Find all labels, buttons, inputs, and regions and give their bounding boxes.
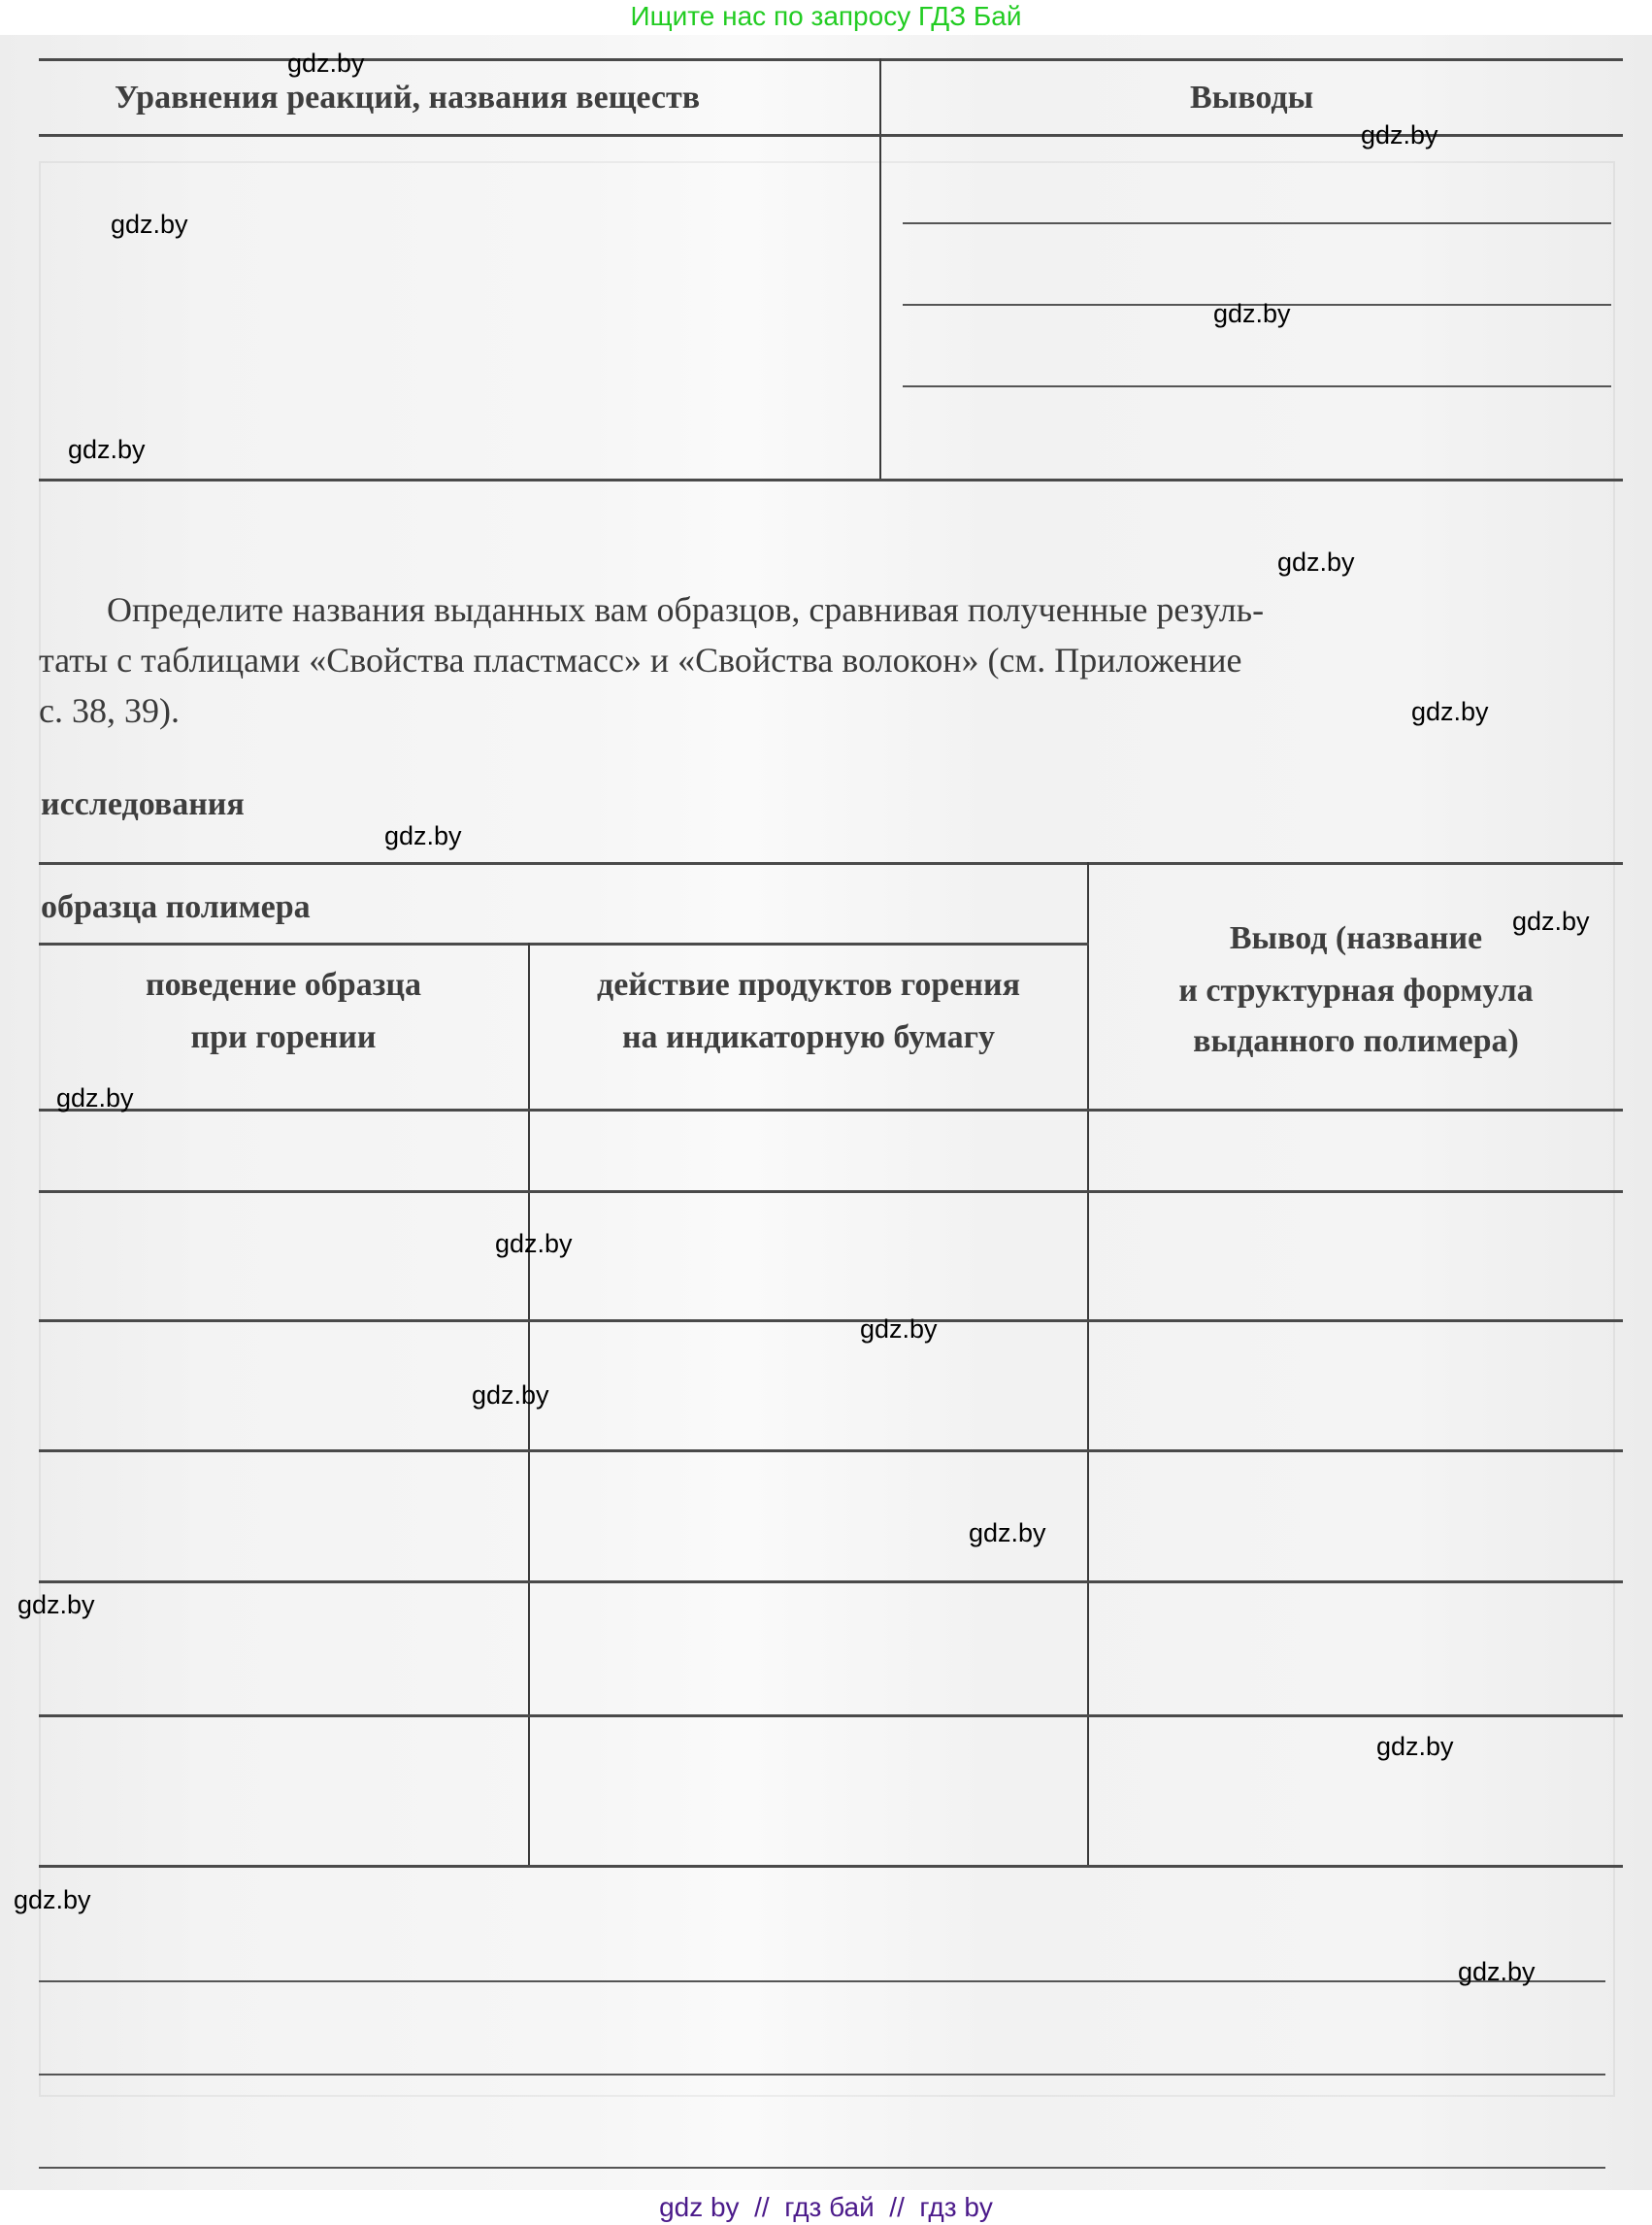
header-conclusions: Выводы xyxy=(1190,80,1314,116)
watermark: gdz.by xyxy=(287,49,365,78)
answer-row-line[interactable] xyxy=(39,1580,1623,1583)
table-column-divider xyxy=(879,58,881,480)
col-header-behavior-2: при горении xyxy=(190,1019,377,1055)
instruction-line-2: таты с таблицами «Свойства пластмасс» и «Свойства волокон» (см. Приложение xyxy=(39,641,1242,680)
group-header-sample: образца полимера xyxy=(41,889,311,925)
equation-line[interactable] xyxy=(39,1980,1605,1982)
top-banner xyxy=(0,0,1652,35)
watermark: gdz.by xyxy=(1277,548,1355,577)
watermark: gdz.by xyxy=(56,1083,134,1112)
research-label: исследования xyxy=(41,786,245,822)
watermark: gdz.by xyxy=(860,1314,938,1344)
watermark: gdz.by xyxy=(384,821,462,850)
col-header-conclusion-3: выданного полимера) xyxy=(1193,1023,1519,1059)
answer-row-line[interactable] xyxy=(39,1190,1623,1193)
watermark: gdz.by xyxy=(472,1380,549,1410)
header-equations: Уравнения реакций, названия веществ xyxy=(115,80,701,116)
watermark: gdz.by xyxy=(1213,299,1291,328)
watermark: gdz.by xyxy=(17,1590,95,1619)
subheader-top-rule xyxy=(39,943,1089,946)
watermark: gdz.by xyxy=(1512,907,1590,936)
bleed-through-table xyxy=(39,161,1615,2097)
site-links-text: gdz by // гдз бай // гдз by xyxy=(659,2192,993,2222)
subheader-bottom-rule xyxy=(39,1109,1623,1112)
watermark: gdz.by xyxy=(1411,697,1489,726)
table-bottom-rule xyxy=(39,479,1623,482)
col-header-conclusion-1: Вывод (название xyxy=(1229,920,1483,956)
search-hint-text: Ищите нас по запросу ГДЗ Бай xyxy=(630,1,1022,31)
watermark: gdz.by xyxy=(969,1518,1046,1547)
workbook-page xyxy=(0,35,1652,2190)
answer-row-line[interactable] xyxy=(39,1714,1623,1717)
answer-row-line[interactable] xyxy=(39,1319,1623,1322)
footer-banner xyxy=(0,2190,1652,2225)
answer-line[interactable] xyxy=(903,385,1611,387)
col-header-products-2: на индикаторную бумагу xyxy=(621,1019,996,1055)
watermark: gdz.by xyxy=(68,435,146,464)
instruction-line-1: Определите названия выданных вам образцов, сравнивая полученные резуль- xyxy=(107,590,1265,629)
col-header-products-1: действие продуктов горения xyxy=(597,967,1020,1003)
watermark: gdz.by xyxy=(14,1885,91,1914)
research-top-rule xyxy=(39,862,1623,865)
watermark: gdz.by xyxy=(495,1229,573,1258)
col-header-conclusion-2: и структурная формула xyxy=(1178,973,1534,1009)
watermark: gdz.by xyxy=(1361,120,1438,149)
answer-line[interactable] xyxy=(903,222,1611,224)
watermark: gdz.by xyxy=(111,210,188,239)
col-header-behavior-1: поведение образца xyxy=(146,967,421,1003)
answer-row-line[interactable] xyxy=(39,1449,1623,1452)
equation-line[interactable] xyxy=(39,2167,1605,2169)
watermark: gdz.by xyxy=(1376,1732,1454,1761)
research-bottom-rule xyxy=(39,1865,1623,1868)
table-top-rule xyxy=(39,58,1623,61)
instruction-line-3: с. 38, 39). xyxy=(39,691,180,730)
watermark: gdz.by xyxy=(1458,1957,1536,1986)
equation-line[interactable] xyxy=(39,2074,1605,2076)
